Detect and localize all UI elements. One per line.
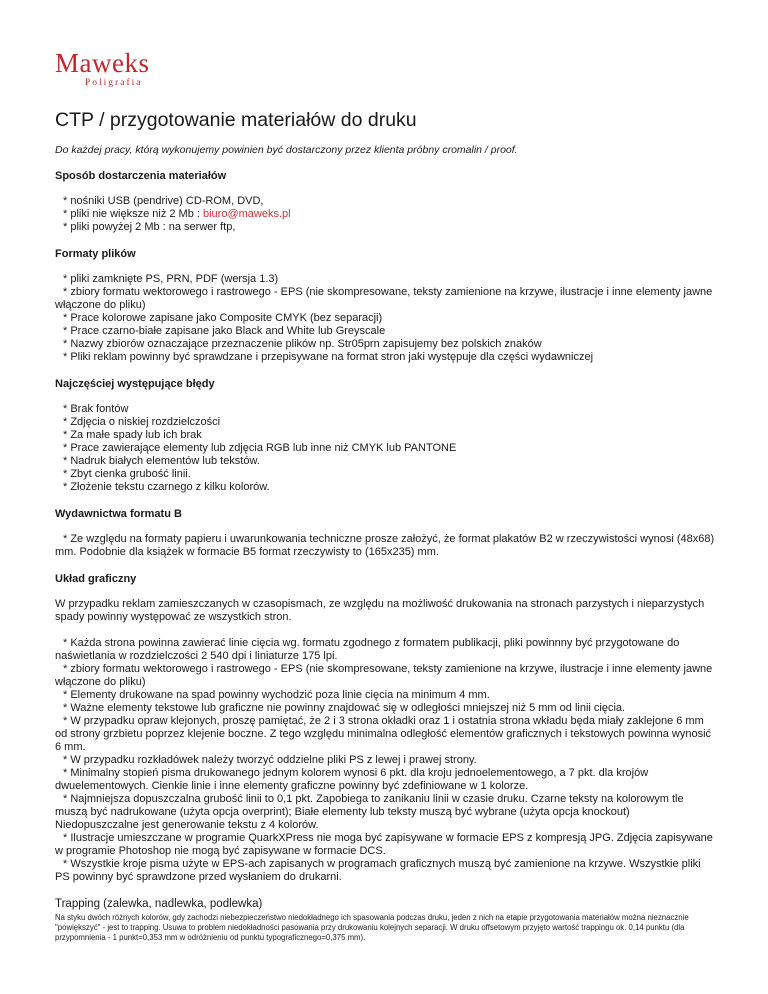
- section-paragraph: W przypadku reklam zamieszczanych w czasopismach, ze względu na możliwość drukowania na stronach parzystych i nieparzystych spady powinny występować ze wszystkich stron.: [55, 598, 705, 623]
- list-item: * Pliki reklam powinny być sprawdzane i przepisywane na format stron jaki występuje dla części wydawniczej: [63, 351, 594, 363]
- list-item: * W przypadku rozkładówek należy tworzyć oddzielne pliki PS z lewej i prawej strony.: [63, 754, 477, 766]
- section-common-errors: [55, 378, 715, 494]
- list-item: * Zbyt cienka grubość linii.: [63, 468, 191, 480]
- list-item: * Prace zawierające elementy lub zdjęcia RGB lub inne niż CMYK lub PANTONE: [63, 442, 457, 454]
- list-item: * Nazwy zbiorów oznaczające przeznaczenie plików np. Str05prn zapisujemy bez polskich znaków: [63, 338, 542, 350]
- list-item: * zbiory formatu wektorowego i rastrowego - EPS (nie skompresowane, teksty zamienione na krzywe, ilustracje i inne elementy jawne włączone do pliku): [55, 286, 713, 311]
- page-title: CTP / przygotowanie materiałów do druku: [55, 109, 417, 131]
- list-item: * Elementy drukowane na spad powinny wychodzić poza linie cięcia na minimum 4 mm.: [63, 689, 490, 701]
- section-trapping: [55, 898, 715, 943]
- list-item: * Minimalny stopień pisma drukowanego jednym kolorem wynosi 6 pkt. dla kroju jednoelementowego, a 7 pkt. dla krojów dwuelementowych. Cienkie linie i inne elementy graficzne powinny być zdefiniowane w 1 kolorze.: [55, 767, 649, 792]
- list-item: * Złożenie tekstu czarnego z kilku kolorów.: [63, 481, 270, 493]
- logo-wordmark: Maweks: [55, 48, 150, 78]
- list-item: * Prace czarno-białe zapisane jako Black and White lub Greyscale: [63, 325, 386, 337]
- list-item: * nośniki USB (pendrive) CD-ROM, DVD,: [63, 195, 264, 207]
- maweks-logo: [55, 50, 195, 95]
- list-item: * Nadruk białych elementów lub tekstów.: [63, 455, 260, 467]
- section-b-format: [55, 508, 715, 559]
- section-heading: Sposób dostarczenia materiałów: [55, 170, 227, 182]
- email-link[interactable]: biuro@maweks.pl: [203, 208, 291, 220]
- intro-text: Do każdej pracy, którą wykonujemy powinien być dostarczony przez klienta próbny cromalin / proof.: [55, 144, 518, 156]
- list-item: * pliki zamknięte PS, PRN, PDF (wersja 1.3): [63, 273, 279, 285]
- list-item: * zbiory formatu wektorowego i rastrowego - EPS (nie skompresowane, teksty zamienione na krzywe, ilustracje i inne elementy jawne włączone do pliku): [55, 663, 713, 688]
- trapping-title: Trapping (zalewka, nadlewka, podlewka): [55, 898, 263, 910]
- list-item: * Najmniejsza dopuszczalna grubość linii to 0,1 pkt. Zapobiega to zanikaniu linii w czasie druku. Czarne teksty na kolorowym tle muszą być nadrukowane (użyta opcja overprint); Białe elementy lub teksty muszą być wybrane (użyta opcja knockout) Niedopuszczalne jest generowanie tekstu z 4 kolorów.: [55, 793, 684, 831]
- section-heading: Układ graficzny: [55, 573, 137, 585]
- section-layout: [55, 573, 715, 884]
- section-file-formats: [55, 248, 715, 364]
- trapping-text: Na styku dwóch różnych kolorów, gdy zachodzi niebezpieczeństwo niedokładnego ich spasowania podczas druku, jeden z nich na etapie przygotowania materiałów można nieznacznie "powiększyć" - jest to trapping. Usuwa to problem niedokładności pasowania przy drukowaniu kolejnych separacji. W druku offsetowym przyjęto wartość trappingu ok. 0,14 punktu (dla przypomnienia - 1 punkt=0,353 mm w odróżnieniu od punktu typograficznego=0,375 mm).: [55, 913, 689, 942]
- list-item: * Ważne elementy tekstowe lub graficzne nie powinny znajdować się w odległości mniejszej niż 5 mm od linii cięcia.: [63, 702, 626, 714]
- section-heading: Najczęściej występujące błędy: [55, 378, 215, 390]
- section-heading: Formaty plików: [55, 248, 136, 260]
- section-heading: Wydawnictwa formatu B: [55, 508, 182, 520]
- list-item: * Ze względu na formaty papieru i uwarunkowania techniczne prosze założyć, że format plakatów B2 w rzeczywistości wynosi (48x68) mm. Podobnie dla książek w formacie B5 format rzeczywisty to (165x235) mm.: [55, 533, 715, 558]
- list-item: * Ilustracje umieszczane w programie QuarkXPress nie moga być zapisywane w formacie EPS z kompresją JPG. Zdjęcia zapisywane w programie Photoshop nie mogą być zapisywane w formacie DCS.: [55, 832, 713, 857]
- list-item: * W przypadku opraw klejonych, proszę pamiętać, że 2 i 3 strona okładki oraz 1 i ostatnia strona wkładu będa miały zaklejone 6 mm od strony grzbietu poprzez klejenie boczne. Z tego względu minimalna odległość elementów graficznych i tekstowych powinna wynosić 6 mm.: [55, 715, 712, 753]
- list-item: * Prace kolorowe zapisane jako Composite CMYK (bez separacji): [63, 312, 383, 324]
- list-item: * pliki nie większe niż 2 Mb : biuro@maweks.pl: [63, 208, 291, 220]
- document-body: [55, 109, 715, 957]
- list-item: * Każda strona powinna zawierać linie cięcia wg. formatu zgodnego z formatem publikacji, pliki powinnny być przygotowane do naświetlania w rozdzielczości 2 540 dpi i liniaturze 175 lpi.: [55, 637, 680, 662]
- list-item: * Wszystkie kroje pisma użyte w EPS-ach zapisanych w programach graficznych muszą być zamienione na krzywe. Wszystkie pliki PS powinny być sprawdzone przed wysłaniem do drukarni.: [55, 858, 701, 883]
- list-item: * pliki powyżej 2 Mb : na serwer ftp,: [63, 221, 236, 233]
- list-item: * Za małe spady lub ich brak: [63, 429, 202, 441]
- section-delivery: [55, 170, 715, 234]
- logo-subtitle: Poligrafia: [85, 78, 143, 88]
- list-item: * Zdjęcia o niskiej rozdzielczości: [63, 416, 221, 428]
- list-item: * Brak fontów: [63, 403, 129, 415]
